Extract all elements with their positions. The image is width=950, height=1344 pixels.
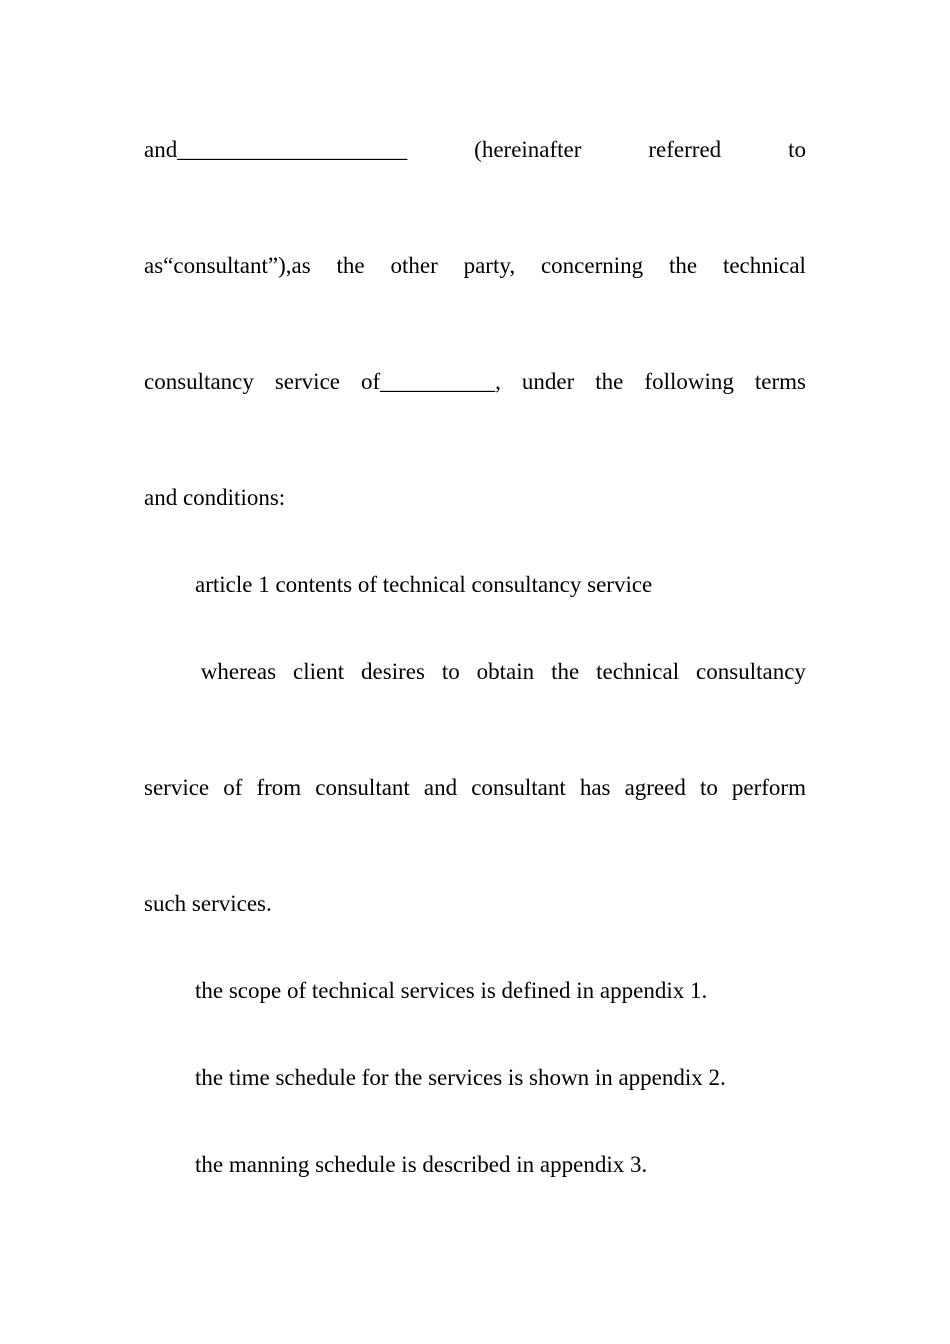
word: desires: [361, 659, 425, 684]
manning-line: the manning schedule is described in appendix 3.: [195, 1152, 648, 1177]
word: concerning: [540, 253, 644, 278]
paragraph-line-1: [144, 135, 806, 165]
word: perform: [731, 775, 806, 800]
word: consultant: [315, 775, 410, 800]
paragraph-line-4: and conditions:: [144, 485, 286, 510]
word: obtain: [476, 659, 535, 684]
paragraph-line-6: [195, 657, 806, 687]
word: party,: [463, 253, 516, 278]
paragraph-line-3: [144, 367, 806, 397]
word: has: [579, 775, 611, 800]
word: agreed: [624, 775, 686, 800]
word: terms: [754, 369, 806, 394]
word: technical: [596, 659, 680, 684]
paragraph-line-2: [144, 251, 806, 281]
paragraph-line-8: such services.: [144, 891, 272, 916]
word: as“consultant”),as: [144, 253, 311, 278]
word: consultancy: [696, 659, 806, 684]
word: consultant: [471, 775, 566, 800]
word: under: [521, 369, 575, 394]
word: client: [293, 659, 345, 684]
word: the: [336, 253, 365, 278]
word: to: [788, 137, 806, 162]
word: the: [551, 659, 580, 684]
word: to: [699, 775, 718, 800]
word: service: [144, 775, 210, 800]
scope-line: the scope of technical services is defined in appendix 1.: [195, 978, 708, 1003]
word: and____________________: [144, 137, 408, 162]
word: consultancy: [144, 369, 254, 394]
word: to: [441, 659, 460, 684]
word: of: [223, 775, 243, 800]
word: and: [423, 775, 458, 800]
schedule-line: the time schedule for the services is shown in appendix 2.: [195, 1065, 726, 1090]
word: the: [668, 253, 698, 278]
word: from: [256, 775, 302, 800]
paragraph-line-7: [144, 773, 806, 803]
word: referred: [648, 137, 722, 162]
word: service: [274, 369, 340, 394]
word: whereas: [195, 659, 277, 684]
word: (hereinafter: [474, 137, 582, 162]
article-heading: article 1 contents of technical consultancy service: [195, 572, 653, 597]
word: following: [644, 369, 734, 394]
word: technical: [722, 253, 806, 278]
word: of__________,: [361, 369, 501, 394]
word: other: [390, 253, 438, 278]
word: the: [595, 369, 624, 394]
